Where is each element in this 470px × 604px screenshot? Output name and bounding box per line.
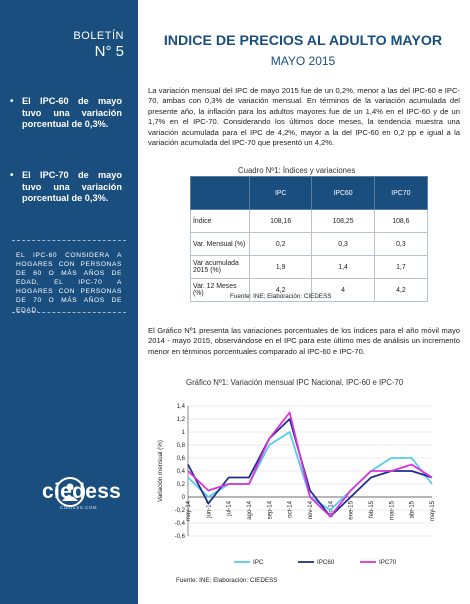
table-row	[191, 233, 428, 256]
series-line-ipc70	[188, 413, 432, 520]
legend-label: IPC70	[379, 559, 397, 566]
y-tick-label: 1	[181, 430, 185, 436]
x-tick-label: feb-15	[369, 501, 375, 519]
y-tick-label: 0,2	[176, 482, 185, 488]
table-cell: 0,3	[312, 233, 374, 256]
x-tick-label: jul-14	[226, 501, 233, 516]
row-label: Var. Mensual (%)	[191, 233, 250, 256]
logo-subtext: CIEDESS.COM	[60, 505, 98, 510]
table-row	[191, 210, 428, 233]
page-subtitle: MAYO 2015	[270, 54, 336, 68]
logo-text: ciedess	[42, 480, 122, 503]
y-axis-label: Variación mensual (%)	[157, 440, 164, 502]
x-tick-label: sep-14	[267, 501, 274, 520]
chart-caption: Gráfico Nº1: Variación mensual IPC Nacional, IPC-60 e IPC-70	[186, 378, 404, 387]
table-cell: 0,2	[250, 233, 312, 256]
legend-label: IPC	[253, 559, 264, 566]
row-label: Var. 12 Meses (%)	[191, 279, 250, 302]
table-caption: Cuadro Nº1: Índices y variaciones	[238, 166, 356, 175]
divider	[12, 312, 126, 313]
table-cell: 1,7	[374, 256, 427, 279]
x-tick-label: may-14	[186, 501, 192, 522]
x-tick-label: dic-14	[328, 501, 335, 518]
x-tick-label: abr-15	[409, 501, 416, 519]
indices-table	[190, 176, 428, 302]
x-tick-label: may-15	[430, 501, 436, 522]
sidebar	[0, 0, 138, 604]
x-tick-label: nov-14	[308, 501, 314, 520]
x-tick-label: mar-15	[389, 501, 396, 521]
bullet-ipc70: • El IPC-70 de mayo tuvo una variación porcentual de 0,3%.	[22, 170, 122, 205]
line-chart	[150, 386, 450, 572]
table-cell: 1,4	[312, 256, 374, 279]
x-tick-label: ago-14	[247, 501, 253, 520]
y-tick-label: -0,6	[174, 534, 185, 540]
x-tick-label: oct-14	[287, 501, 294, 518]
boletin-label: BOLETÍN	[73, 30, 124, 42]
table-header-cell	[191, 177, 250, 210]
y-tick-label: -0,2	[174, 508, 185, 514]
table-cell: 108,16	[250, 210, 312, 233]
y-tick-label: 0,8	[176, 443, 185, 449]
y-tick-label: 1,2	[176, 417, 185, 423]
legend-label: IPC60	[317, 559, 335, 566]
bullet-ipc60: • El IPC-60 de mayo tuvo una variación porcentual de 0,3%.	[22, 96, 122, 131]
row-label: Var acumulada 2015 (%)	[191, 256, 250, 279]
x-tick-label: ene-15	[348, 501, 355, 520]
page-title: INDICE DE PRECIOS AL ADULTO MAYOR	[163, 33, 443, 49]
table-cell: 4,2	[374, 279, 427, 302]
boletin-number: N° 5	[94, 43, 124, 60]
chart-intro-paragraph: El Gráfico Nº1 presenta las variaciones porcentuales de los índices para el año móvil mayo 2014 - mayo 2015, observándose en el IPC para este último mes de análisis un incremento menor en términos porcentuales comparado al IPC-60 e IPC-70.	[148, 326, 460, 356]
table-header-cell: IPC60	[312, 177, 374, 210]
intro-paragraph: La variación mensual del IPC de mayo 2015 fue de un 0,2%, menor a las del IPC-60 e IPC-70, ambas con 0,3% de variación mensual. En términos de la variación acumulada del presente año, la inflación para los adultos mayores fue de un 1,4% en el IPC-60 y de un 1,7% en el IPC-70. Considerando los últimos doce meses, la tendencia muestra una variación acumulada para el IPC de 4,2%, mayor a la del IPC-60 en 0,2 pp e igual a la variación acumulada del IPC-70 que presentó un 4,2%.	[148, 86, 460, 148]
table-header-row	[191, 177, 428, 210]
sidebar-note: EL IPC-60 CONSIDERA A HOGARES CON PERSONAS DE 60 O MÁS AÑOS DE EDAD, EL IPC-70 A HOGARES CON PERSONAS DE 70 O MÁS AÑOS DE EDAD.	[16, 252, 122, 314]
table-cell: 4	[312, 279, 374, 302]
y-tick-label: 0	[181, 495, 185, 501]
table-cell: 108,6	[374, 210, 427, 233]
y-tick-label: 0,4	[176, 469, 185, 475]
table-cell: 108,25	[312, 210, 374, 233]
x-tick-label: jun-14	[206, 501, 213, 518]
y-tick-label: 1,4	[176, 404, 185, 410]
y-tick-label: -0,4	[174, 521, 185, 527]
y-tick-label: 0,6	[176, 456, 185, 462]
table-cell: 1,9	[250, 256, 312, 279]
row-label: Índice	[191, 210, 250, 233]
table-source: Fuente: INE; Elaboración: CIEDESS	[230, 293, 332, 300]
table-row	[191, 256, 428, 279]
divider	[12, 240, 126, 241]
table-cell: 4,2	[250, 279, 312, 302]
chart-source: Fuente: INE; Elaboración: CIEDESS	[176, 577, 278, 584]
table-header-cell: IPC	[250, 177, 312, 210]
table-header-cell: IPC70	[374, 177, 427, 210]
table-cell: 0,3	[374, 233, 427, 256]
